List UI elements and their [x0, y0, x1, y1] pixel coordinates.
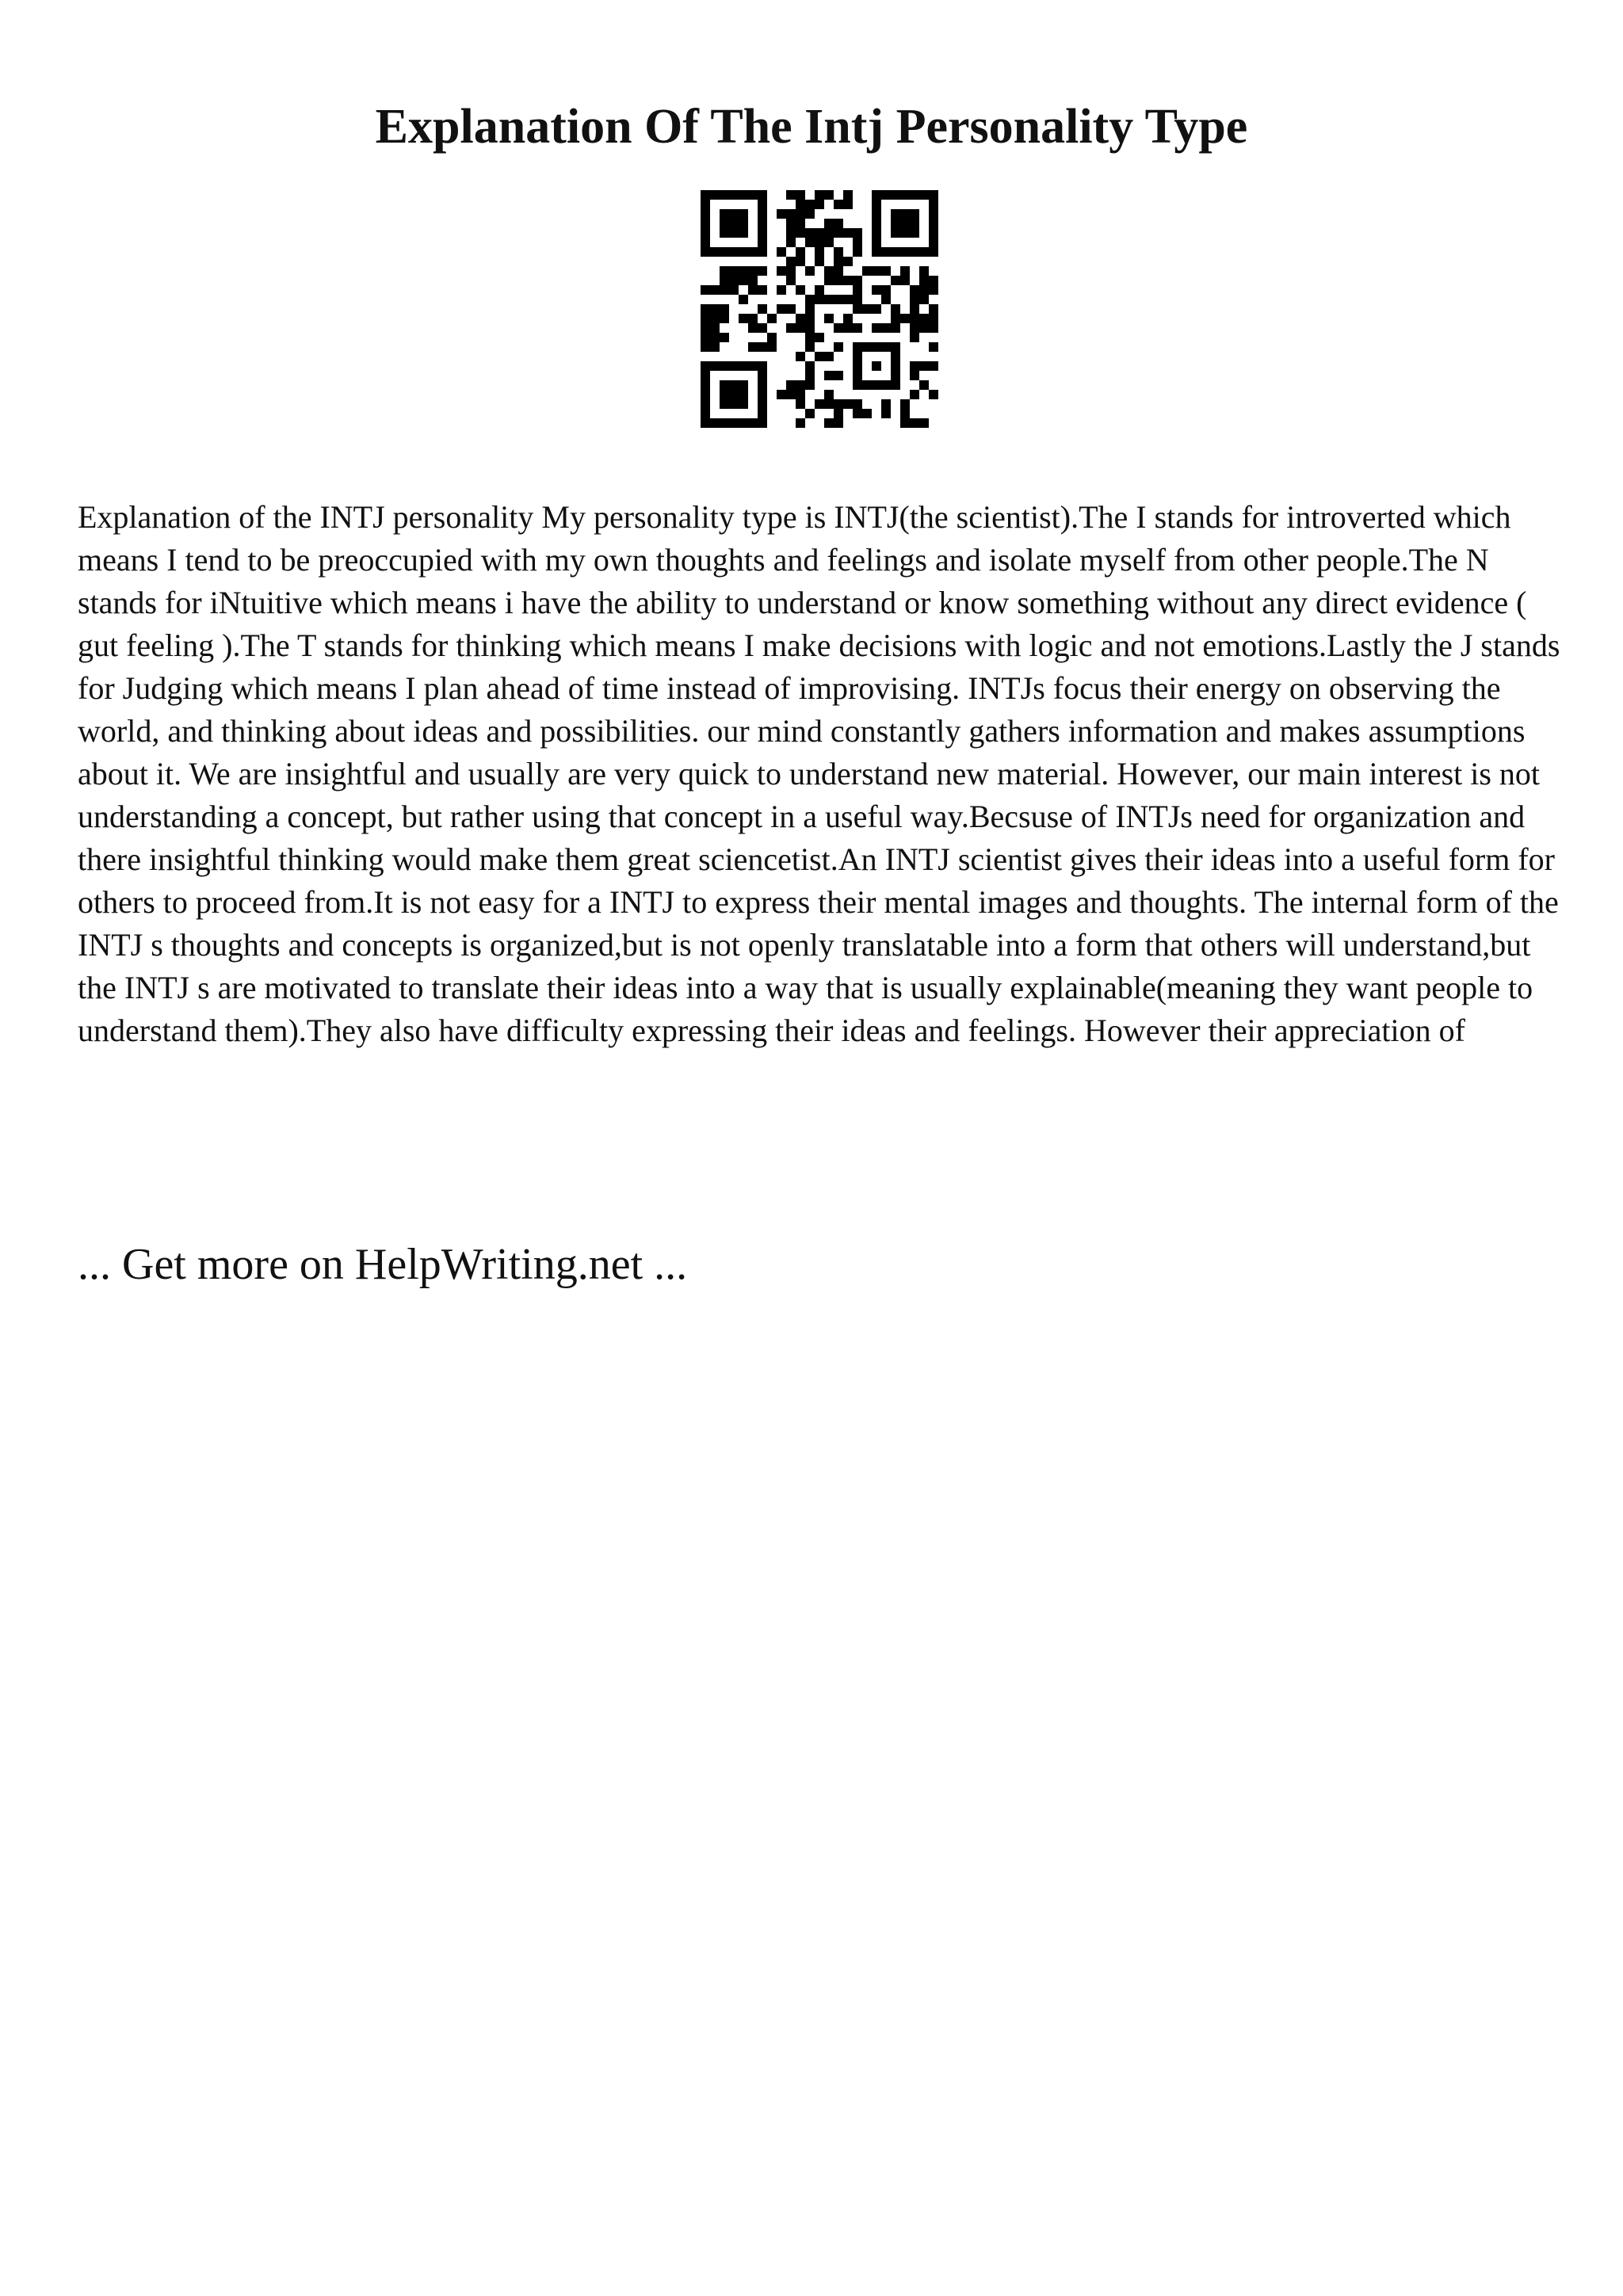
qr-module [862, 266, 872, 276]
qr-module [710, 333, 720, 342]
qr-module [701, 333, 710, 342]
qr-module [701, 314, 710, 323]
qr-module [777, 266, 786, 276]
qr-module [824, 266, 834, 276]
qr-module [929, 323, 938, 333]
qr-module [805, 409, 815, 418]
qr-module [853, 238, 862, 247]
qr-module [767, 314, 777, 323]
qr-module [815, 238, 824, 247]
qr-module [919, 418, 929, 428]
qr-module [805, 371, 815, 380]
qr-module [919, 361, 929, 371]
qr-module [805, 314, 815, 323]
qr-module [872, 266, 881, 276]
qr-module [720, 304, 729, 314]
qr-module [815, 285, 824, 295]
qr-module [796, 352, 805, 361]
qr-module [720, 314, 729, 323]
qr-module [748, 323, 758, 333]
qr-module [824, 228, 834, 238]
qr-module [796, 285, 805, 295]
qr-module [796, 418, 805, 428]
qr-module [834, 371, 843, 380]
qr-module [853, 276, 862, 285]
qr-module [786, 276, 796, 285]
qr-module [929, 304, 938, 314]
article-body: Explanation of the INTJ personality My personality type is INTJ(the scientist).The I stands for introverted which means I tend to be preoccupied with my own thoughts and feelings and isolate myself from other people.The N stands for iNtuitive which means i have the ability to understand or know something without any direct evidence ( gut feeling ).The T stands for thinking which means I make decisions with logic and not emotions.Lastly the J stands for Judging which means I plan ahead of time instead of improvising. INTJs focus their energy on observing the world, and thinking about ideas and possibilities. our mind constantly gathers information and makes assumptions about it. We are insightful and usually are very quick to understand new material. However, our main interest is not understanding a concept, but rather using that concept in a useful way.Becsuse of INTJs need for organization and there insightful thinking would make them great sciencetist.An INTJ scientist gives their ideas into a useful form for others to proceed from.It is not easy for a INTJ to express their mental images and thoughts. The internal form of the INTJ s thoughts and concepts is organized,but is not openly translatable into a form that others will understand,but the INTJ s are motivated to translate their ideas into a way that is usually explainable(meaning they want people to understand them).They also have difficulty expressing their ideas and feelings. However their appreciation of [78, 499, 1560, 1048]
qr-module [739, 295, 748, 304]
qr-module [881, 323, 891, 333]
qr-module [796, 200, 805, 209]
qr-module [834, 219, 843, 228]
qr-module [843, 190, 853, 200]
qr-module [805, 342, 815, 352]
qr-module [919, 285, 929, 295]
qr-module [786, 228, 796, 238]
qr-module [739, 276, 748, 285]
qr-module [824, 219, 834, 228]
qr-module [824, 276, 834, 285]
qr-module [910, 333, 919, 342]
qr-module [834, 323, 843, 333]
qr-module [815, 190, 824, 200]
qr-module [919, 276, 929, 285]
qr-module [872, 304, 881, 314]
qr-module [853, 323, 862, 333]
qr-module [786, 219, 796, 228]
qr-module [843, 295, 853, 304]
qr-module [786, 209, 796, 219]
qr-module [834, 266, 843, 276]
qr-module [786, 390, 796, 399]
qr-module [729, 266, 739, 276]
qr-module [843, 276, 853, 285]
qr-module [786, 190, 796, 200]
qr-module [739, 266, 748, 276]
page-title: Explanation Of The Intj Personality Type [375, 100, 1248, 154]
qr-module [834, 228, 843, 238]
qr-module [729, 276, 739, 285]
qr-module [910, 418, 919, 428]
qr-module [900, 399, 910, 409]
qr-module [919, 295, 929, 304]
qr-module [796, 190, 805, 200]
qr-module [900, 418, 910, 428]
qr-module [834, 257, 843, 266]
qr-module [910, 304, 919, 314]
qr-module [862, 304, 872, 314]
qr-module [786, 238, 796, 247]
qr-module [843, 257, 853, 266]
qr-module [739, 314, 748, 323]
qr-module [805, 200, 815, 209]
qr-module [891, 304, 900, 314]
qr-module [748, 276, 758, 285]
qr-module [843, 314, 853, 323]
qr-module [701, 323, 710, 333]
qr-module [910, 295, 919, 304]
qr-module [815, 333, 824, 342]
qr-module [929, 390, 938, 399]
qr-module [729, 285, 739, 295]
qr-module [900, 409, 910, 418]
qr-module [900, 266, 910, 276]
qr-module [929, 361, 938, 371]
qr-module [834, 200, 843, 209]
qr-module [881, 295, 891, 304]
qr-module [919, 314, 929, 323]
qr-module [767, 342, 777, 352]
qr-module [815, 295, 824, 304]
qr-module [862, 409, 872, 418]
qr-module [891, 323, 900, 333]
qr-module [748, 285, 758, 295]
qr-module [919, 380, 929, 390]
qr-module [710, 304, 720, 314]
qr-module [748, 266, 758, 276]
qr-module [796, 314, 805, 323]
qr-module [786, 257, 796, 266]
qr-module [777, 390, 786, 399]
qr-module [919, 266, 929, 276]
qr-module [834, 276, 843, 285]
qr-module [786, 266, 796, 276]
qr-module [767, 333, 777, 342]
qr-module [834, 409, 843, 418]
qr-module [777, 209, 786, 219]
qr-module [872, 323, 881, 333]
qr-module [824, 190, 834, 200]
qr-module [900, 314, 910, 323]
qr-module [796, 209, 805, 219]
qr-module [815, 228, 824, 238]
qr-module [910, 371, 919, 380]
qr-module [805, 304, 815, 314]
qr-module [805, 238, 815, 247]
qr-module [910, 390, 919, 399]
qr-module [815, 352, 824, 361]
qr-module [824, 418, 834, 428]
qr-module [796, 399, 805, 409]
qr-module [834, 295, 843, 304]
qr-module [710, 314, 720, 323]
qr-module [910, 314, 919, 323]
qr-module [748, 342, 758, 352]
qr-module [720, 285, 729, 295]
qr-module [805, 323, 815, 333]
qr-module [720, 276, 729, 285]
qr-module [701, 285, 710, 295]
qr-module [900, 276, 910, 285]
qr-module [824, 390, 834, 399]
qr-module [796, 380, 805, 390]
qr-module [929, 285, 938, 295]
qr-module [786, 304, 796, 314]
qr-code-icon [701, 190, 938, 428]
qr-module [786, 323, 796, 333]
qr-module [881, 266, 891, 276]
qr-module [834, 342, 843, 352]
qr-module [891, 314, 900, 323]
qr-module [910, 285, 919, 295]
qr-module [805, 266, 815, 276]
qr-module [824, 399, 834, 409]
qr-module [748, 314, 758, 323]
qr-module [701, 304, 710, 314]
qr-module [843, 399, 853, 409]
qr-module [815, 257, 824, 266]
qr-module [824, 238, 834, 247]
qr-module [796, 257, 805, 266]
qr-module [824, 314, 834, 323]
qr-module [843, 228, 853, 238]
qr-module [853, 409, 862, 418]
qr-module [777, 304, 786, 314]
qr-module [929, 342, 938, 352]
qr-module [824, 295, 834, 304]
qr-module [853, 228, 862, 238]
qr-module [796, 390, 805, 399]
qr-module [796, 323, 805, 333]
qr-module [891, 276, 900, 285]
qr-module [805, 209, 815, 219]
qr-module [824, 352, 834, 361]
qr-module [910, 323, 919, 333]
qr-module [881, 409, 891, 418]
qr-module [853, 399, 862, 409]
qr-module [929, 314, 938, 323]
qr-module [881, 399, 891, 409]
qr-module [805, 361, 815, 371]
qr-module [701, 342, 710, 352]
qr-module [710, 285, 720, 295]
qr-module [815, 399, 824, 409]
qr-module [853, 295, 862, 304]
qr-module [805, 295, 815, 304]
qr-module [786, 380, 796, 390]
qr-module [872, 285, 881, 295]
qr-module [843, 323, 853, 333]
qr-module [853, 285, 862, 295]
qr-module [910, 361, 919, 371]
qr-module [824, 371, 834, 380]
qr-module [720, 266, 729, 276]
qr-module [853, 304, 862, 314]
qr-module [777, 285, 786, 295]
qr-module [805, 380, 815, 390]
qr-module [710, 342, 720, 352]
qr-module [796, 219, 805, 228]
qr-module [710, 323, 720, 333]
qr-module [919, 323, 929, 333]
qr-module [881, 285, 891, 295]
qr-module [815, 200, 824, 209]
qr-module [796, 228, 805, 238]
qr-module [805, 228, 815, 238]
qr-module [805, 333, 815, 342]
get-more-link[interactable]: ... Get more on HelpWriting.net ... [78, 1240, 688, 1289]
qr-module [834, 399, 843, 409]
qr-module [843, 200, 853, 209]
qr-module [929, 276, 938, 285]
qr-module [834, 418, 843, 428]
qr-module [720, 333, 729, 342]
